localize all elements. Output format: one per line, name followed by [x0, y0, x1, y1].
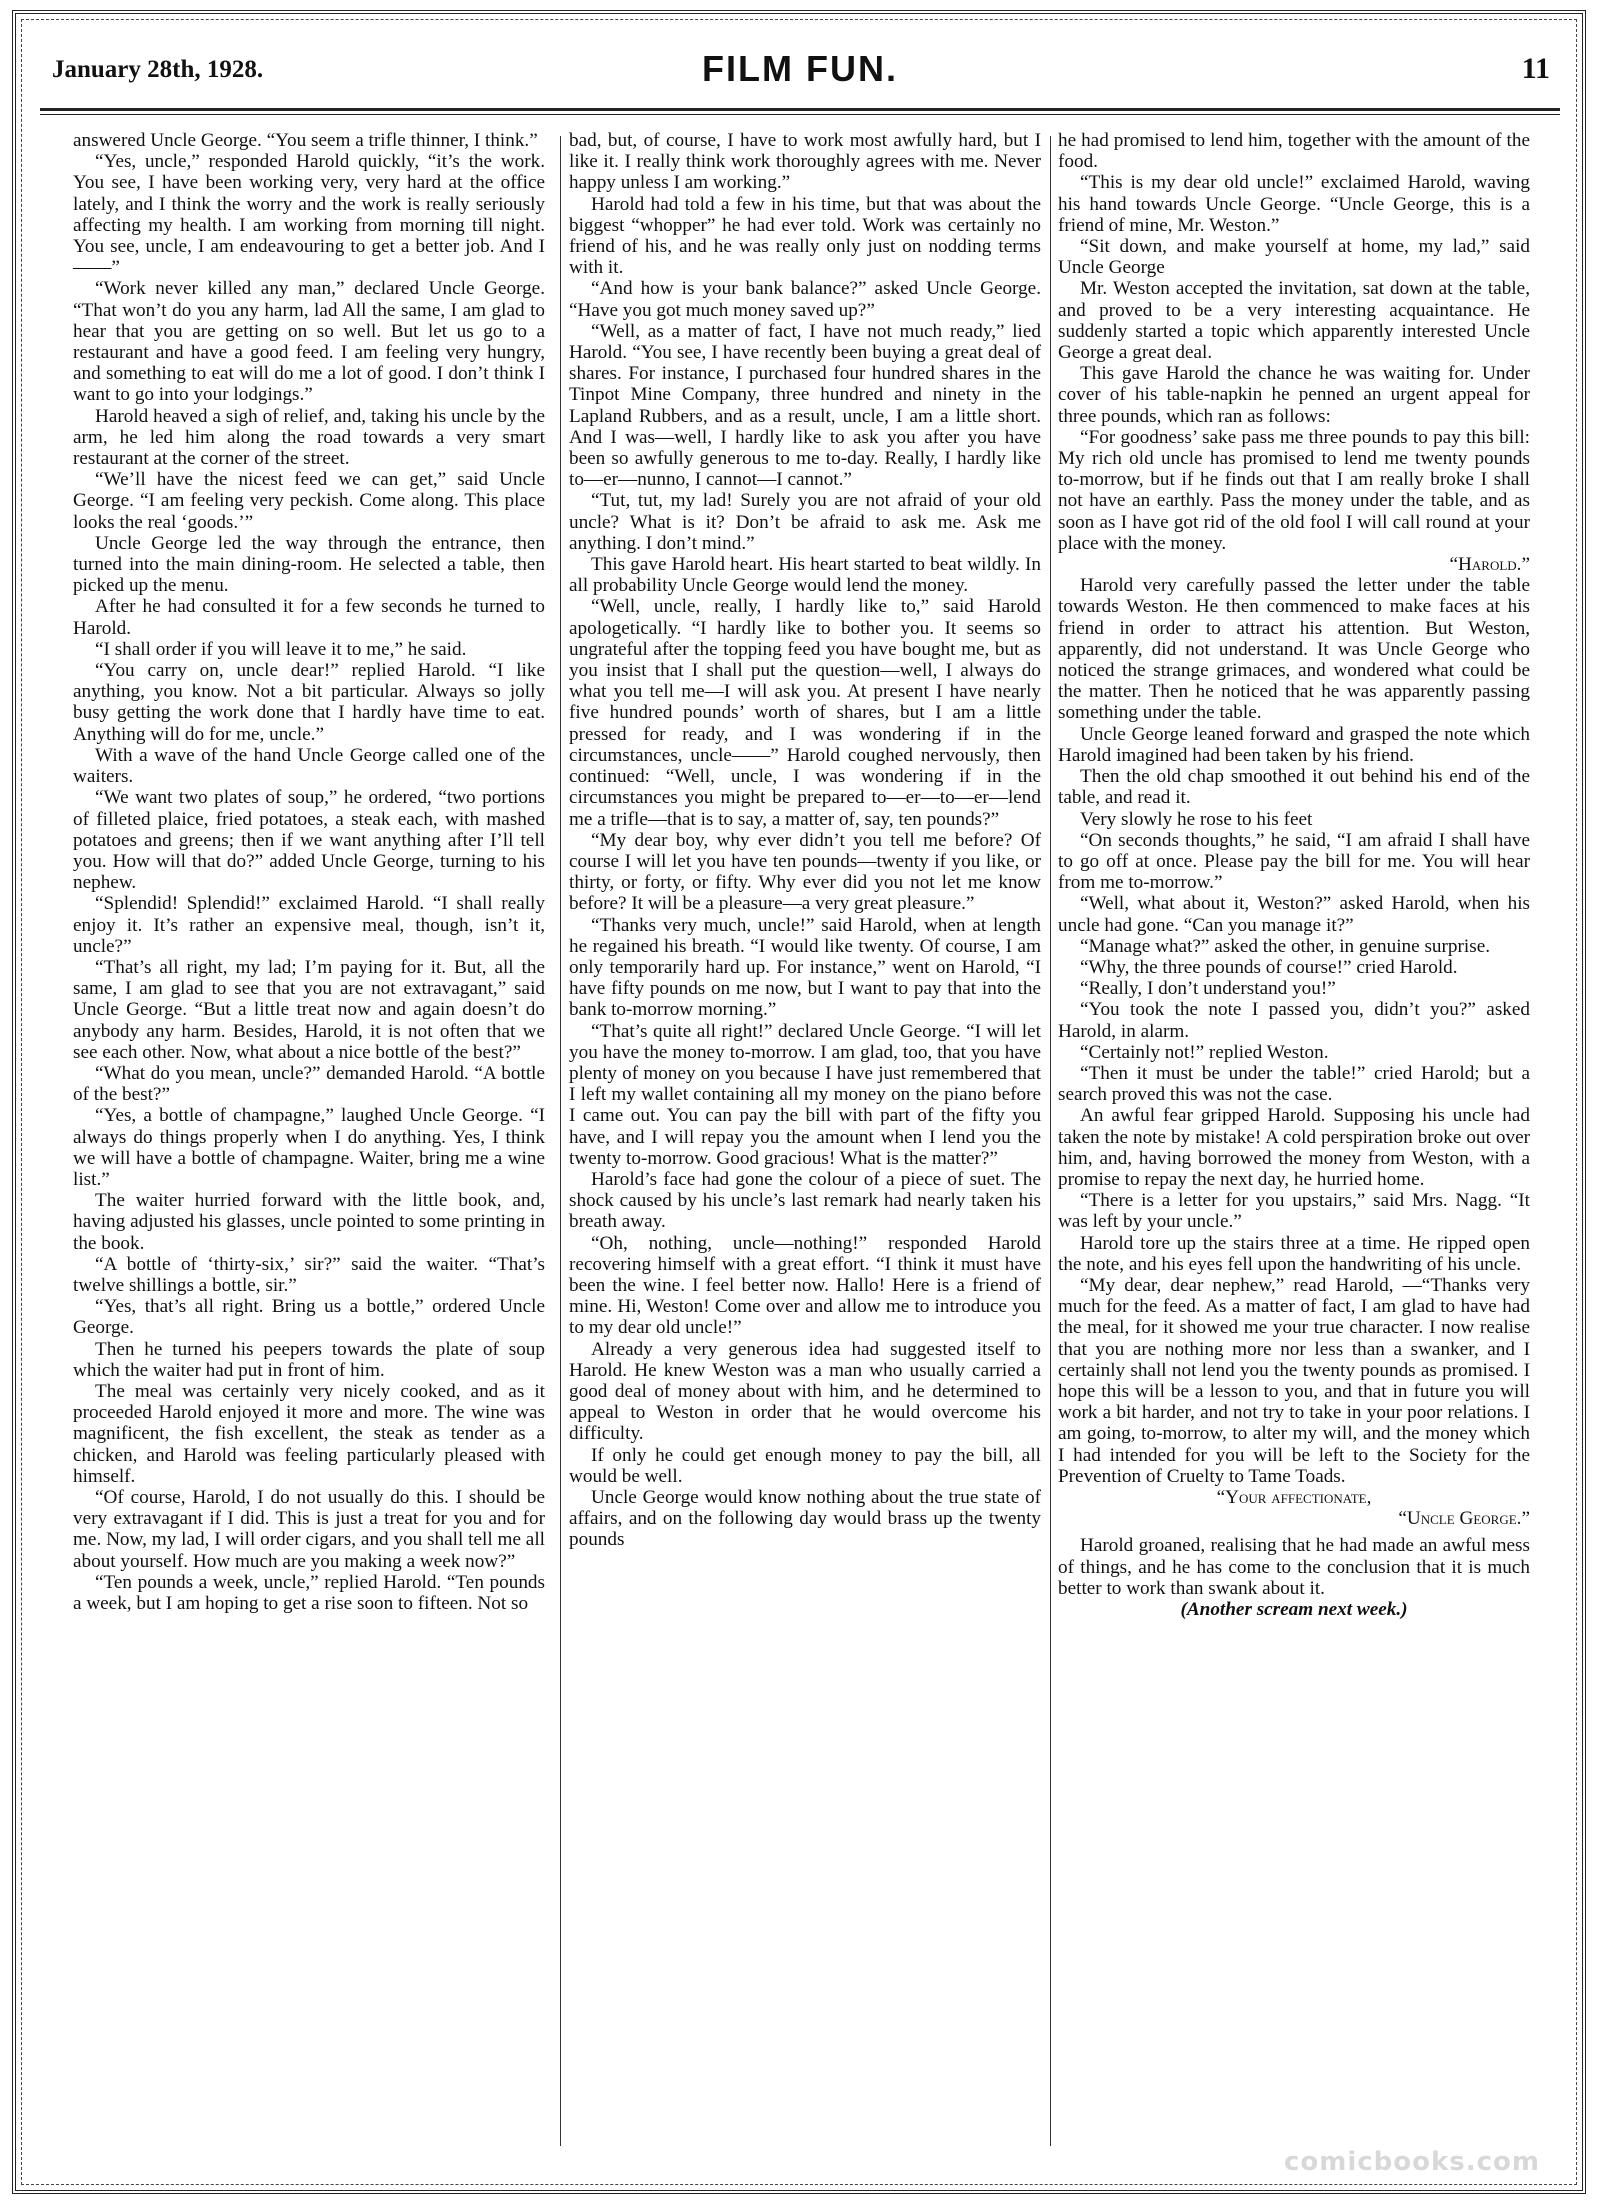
paragraph: “That’s quite all right!” declared Uncle George. “I will let you have the money to-morrow. I am glad, too, that you have plenty of money on you because I have just remembered that I left my wallet containing all my money on the piano before I came out. You can pay the bill with part of the fifty you have, and I will repay you the amount when I lend you the twenty to-morrow. Good gracious! What is the matter?”: [569, 1020, 1041, 1169]
paragraph: bad, but, of course, I have to work most awfully hard, but I like it. I really think work thoroughly agrees with me. Never happy unless I am working.”: [569, 130, 1041, 194]
paragraph: “On seconds thoughts,” he said, “I am afraid I shall have to go off at once. Please pay the bill for me. You will hear from me to-morrow.”: [1058, 829, 1530, 894]
paragraph: “Really, I don’t understand you!”: [1080, 978, 1336, 1000]
paragraph: “Splendid! Splendid!” exclaimed Harold. “I shall really enjoy it. It’s rather an expensive meal, though, isn’t it, uncle?”: [73, 893, 545, 957]
paragraph: Then the old chap smoothed it out behind his end of the table, and read it.: [1058, 766, 1530, 809]
paragraph: This gave Harold heart. His heart started to beat wildly. In all probability Uncle George would lend the money.: [569, 554, 1041, 597]
paragraph: “Tut, tut, my lad! Surely you are not afraid of your old uncle? What is it? Don’t be afraid to ask me. Ask me anything. I don’t mind.”: [569, 490, 1041, 554]
header-rule: [40, 108, 1560, 111]
uncle-signature: “Uncle George.”: [1398, 1508, 1530, 1530]
paragraph: “We want two plates of soup,” he ordered, “two portions of filleted plaice, fried potatoes, a steak each, with mashed potatoes and greens; then if we want anything after I’ll tell you. How will that do?” added Uncle George, turning to his nephew.: [73, 787, 545, 894]
paragraph: “Well, what about it, Weston?” asked Harold, when his uncle had gone. “Can you manage it?”: [1058, 893, 1530, 936]
paragraph: “There is a letter for you upstairs,” said Mrs. Nagg. “It was left by your uncle.”: [1058, 1190, 1530, 1233]
paragraph: “This is my dear old uncle!” exclaimed Harold, waving his hand towards Uncle George. “Uncle George, this is a friend of mine, Mr. Weston.”: [1058, 172, 1530, 236]
paragraph: “Yes, a bottle of champagne,” laughed Uncle George. “I always do things properly when I do anything. Yes, I think we will have a bottle of champagne. Waiter, bring me a wine list.”: [73, 1105, 545, 1190]
paragraph: “Work never killed any man,” declared Uncle George. “That won’t do you any harm, lad All the same, I am glad to hear that you are getting on so well. But let us go to a restaurant and have a good feed. I am feeling very hungry, and something to eat will do me a lot of good. I don’t think I want to go into your lodgings.”: [73, 278, 545, 406]
paragraph: he had promised to lend him, together with the amount of the food.: [1058, 130, 1530, 173]
paragraph: “Yes, uncle,” responded Harold quickly, “it’s the work. You see, I have been working very, very hard at the office lately, and I think the worry and the work is really seriously affecting my health. I am working from morning till night. You see, uncle, I am endeavouring to get a better job. And I——”: [73, 151, 545, 279]
uncle-letter-close: “Your affectionate,: [1216, 1487, 1372, 1508]
paragraph: The waiter hurried forward with the little book, and, having adjusted his glasses, uncle pointed to some printing in the book.: [73, 1190, 545, 1254]
paragraph: “What do you mean, uncle?” demanded Harold. “A bottle of the best?”: [73, 1062, 545, 1106]
watermark: comicbooks.com: [1283, 2147, 1540, 2177]
paragraph: With a wave of the hand Uncle George called one of the waiters.: [73, 744, 545, 788]
paragraph: “My dear boy, why ever didn’t you tell me before? Of course I will let you have ten pounds—twenty if you like, or thirty, or forty, or fifty. Why ever did you not let me know before? It will be a pleasure—a very great pleasure.”: [569, 829, 1041, 915]
paragraph: “Well, as a matter of fact, I have not much ready,” lied Harold. “You see, I have recently been buying a great deal of shares. For instance, I purchased four hundred shares in the Tinpot Mine Company, three hundred and ninety in the Lapland Rubbers, and as a result, uncle, I am a little short. And I was—well, I hardly like to ask you after you have been so awfully generous to me to-day. Really, I hardly like to—er—nunno, I cannot—I cannot.”: [569, 320, 1041, 491]
paragraph: answered Uncle George. “You seem a trifle thinner, I think.”: [73, 130, 538, 151]
paragraph: Then he turned his peepers towards the plate of soup which the waiter had put in front of him.: [73, 1338, 545, 1381]
paragraph: “We’ll have the nicest feed we can get,” said Uncle George. “I am feeling very peckish. Come along. This place looks the real ‘goods.’”: [73, 469, 545, 533]
paragraph: Already a very generous idea had suggested itself to Harold. He knew Weston was a man who usually carried a good deal of money about with him, and he determined to appeal to Weston in order that he would overcome his difficulty.: [569, 1338, 1041, 1445]
paragraph: “You took the note I passed you, didn’t you?” asked Harold, in alarm.: [1058, 999, 1530, 1042]
magazine-title: FILM FUN.: [702, 48, 898, 89]
paragraph: “My dear, dear nephew,” read Harold, —“Thanks very much for the feed. As a matter of fact, I am glad to have had the meal, for it showed me your true character. I now realise that you are nothing more nor less than a swanker, and I certainly shall not lend you the twenty pounds as promised. I hope this will be a lesson to you, and that in future you will work a bit harder, and not try to take in your poor relations. I am going, to-morrow, to alter my will, and the money which I had intended for you will be left to the Society for the Prevention of Cruelty to Tame Toads.: [1058, 1274, 1530, 1487]
paragraph: Harold very carefully passed the letter under the table towards Weston. He then commenced to make faces at his friend in order to attract his attention. But Weston, apparently, did not understand. It was Uncle George who noticed the strange grimaces, and wondered what could be the matter. Then he noticed that he was apparently passing something under the table.: [1058, 575, 1530, 724]
paragraph: “A bottle of ‘thirty-six,’ sir?” said the waiter. “That’s twelve shillings a bottle, sir.”: [73, 1253, 545, 1296]
paragraph: Uncle George leaned forward and grasped the note which Harold imagined had been taken by his friend.: [1058, 723, 1530, 766]
page-header: [40, 44, 1560, 104]
paragraph: Uncle George would know nothing about the true state of affairs, and on the following day would brass up the twenty pounds: [569, 1487, 1041, 1551]
paragraph: “And how is your bank balance?” asked Uncle George. “Have you got much money saved up?”: [569, 278, 1041, 321]
paragraph: An awful fear gripped Harold. Supposing his uncle had taken the note by mistake! A cold perspiration broke out over him, and, having borrowed the money from Weston, with a promise to repay the next day, he hurried home.: [1058, 1105, 1530, 1190]
paragraph: “Thanks very much, uncle!” said Harold, when at length he regained his breath. “I would like twenty. Of course, I am only temporarily hard up. For instance,” went on Harold, “I have fifty pounds on me now, but I want to pay that into the bank to-morrow morning.”: [569, 914, 1041, 1021]
paragraph: “Why, the three pounds of course!” cried Harold.: [1080, 956, 1458, 978]
harold-letter: “For goodness’ sake pass me three pounds to pay this bill: My rich old uncle has promised to lend me twenty pounds to-morrow, but if he finds out that I am really broke I shall not have an earthly. Pass the money under the table, and as soon as I have got rid of the old fool I will call round at your place with the money.: [1058, 426, 1530, 554]
paragraph: The meal was certainly very nicely cooked, and as it proceeded Harold enjoyed it more and more. The wine was magnificent, the fish excellent, the steak as tender as a chicken, and Harold was feeling particularly pleased with himself.: [73, 1380, 545, 1487]
paragraph: Harold tore up the stairs three at a time. He ripped open the note, and his eyes fell upon the handwriting of his uncle.: [1058, 1232, 1530, 1275]
paragraph: Harold had told a few in his time, but that was about the biggest “whopper” he had ever told. Work was certainly no friend of his, and he was really only just on nodding terms with it.: [569, 193, 1041, 279]
paragraph: Harold heaved a sigh of relief, and, taking his uncle by the arm, he led him along the road towards a very smart restaurant at the corner of the street.: [73, 405, 545, 470]
paragraph: “Well, uncle, really, I hardly like to,” said Harold apologetically. “I hardly like to bother you. It seems so ungrateful after the topping feed you have bought me, but as you insist that I shall put the question—well, I always do what you tell me—I will ask you. At present I have nearly five hundred pounds’ worth of shares, but I am a little pressed for ready, and I was wondering if in the circumstances, uncle——” Harold coughed nervously, then continued: “Well, uncle, I was wondering if in the circumstances you might be prepared to—er—to—er—lend me a trifle—that is to say, a matter of, say, ten pounds?”: [569, 596, 1041, 830]
paragraph: “Sit down, and make yourself at home, my lad,” said Uncle George: [1058, 236, 1530, 279]
column-divider: [1050, 136, 1051, 2146]
story-column-2: [569, 130, 1041, 1551]
paragraph: “You carry on, uncle dear!” replied Harold. “I like anything, you know. Not a bit particular. Always so jolly busy getting the work done that I hardly have time to eat. Anything will do for me, uncle.”: [73, 660, 545, 745]
paragraph: “Manage what?” asked the other, in genuine surprise.: [1080, 935, 1491, 957]
continued-note: (Another scream next week.): [1180, 1599, 1408, 1621]
story-column-3: [1058, 130, 1530, 1620]
paragraph: After he had consulted it for a few seconds he turned to Harold.: [73, 596, 545, 639]
paragraph: Uncle George led the way through the entrance, then turned into the main dining-room. He selected a table, then picked up the menu.: [73, 532, 545, 597]
paragraph: “Certainly not!” replied Weston.: [1080, 1041, 1329, 1063]
paragraph: “Oh, nothing, uncle—nothing!” responded Harold recovering himself with a great effort. “I think it must have been the wine. I feel better now. Hallo! Here is a friend of mine. Hi, Weston! Come over and allow me to introduce you to my dear old uncle!”: [569, 1232, 1041, 1339]
paragraph: Very slowly he rose to his feet: [1080, 808, 1313, 830]
column-divider: [560, 136, 561, 2146]
header-rule-thin: [40, 114, 1560, 115]
paragraph: “Then it must be under the table!” cried Harold; but a search proved this was not the case.: [1058, 1062, 1530, 1106]
harold-signature: “Harold.”: [1449, 554, 1530, 576]
paragraph: Mr. Weston accepted the invitation, sat down at the table, and proved to be a very interesting acquaintance. He suddenly started a topic which apparently interested Uncle George a great deal.: [1058, 278, 1530, 364]
paragraph: “Yes, that’s all right. Bring us a bottle,” ordered Uncle George.: [73, 1296, 545, 1339]
paragraph: “I shall order if you will leave it to me,” he said.: [95, 638, 467, 660]
closing-paragraph: Harold groaned, realising that he had made an awful mess of things, and he has come to the conclusion that it is much better to work than swank about it.: [1058, 1535, 1530, 1599]
issue-date: January 28th, 1928.: [52, 56, 264, 83]
paragraph: This gave Harold the chance he was waiting for. Under cover of his table-napkin he penned an urgent appeal for three pounds, which ran as follows:: [1058, 363, 1530, 427]
paragraph: “Ten pounds a week, uncle,” replied Harold. “Ten pounds a week, but I am hoping to get a rise soon to fifteen. Not so: [73, 1571, 545, 1615]
paragraph: “That’s all right, my lad; I’m paying for it. But, all the same, I am glad to see that you are not extravagant,” said Uncle George. “But a little treat now and again doesn’t do anybody any harm. Besides, Harold, it is not often that we see each other. Now, what about a nice bottle of the best?”: [73, 956, 545, 1063]
page-number: 11: [1521, 52, 1550, 85]
paragraph: If only he could get enough money to pay the bill, all would be well.: [569, 1444, 1041, 1487]
paragraph: “Of course, Harold, I do not usually do this. I should be very extravagant if I did. This is just a treat for you and for me. Now, my lad, I will order cigars, and you shall tell me all about yourself. How much are you making a week now?”: [73, 1487, 545, 1572]
story-column-1: [73, 130, 545, 1614]
paragraph: Harold’s face had gone the colour of a piece of suet. The shock caused by his uncle’s last remark had nearly taken his breath away.: [569, 1168, 1041, 1233]
